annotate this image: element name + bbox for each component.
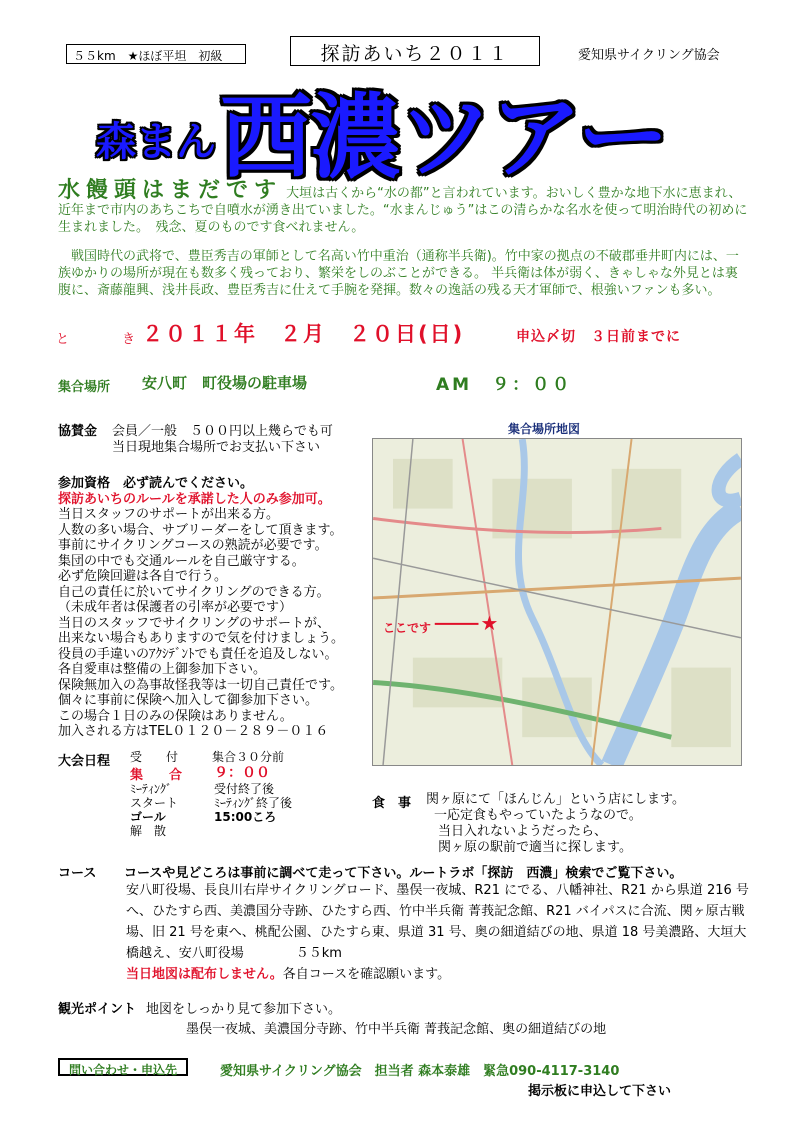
course-heading: コースや見どころは事前に調べて走って下さい。ルートラボ「探訪 西濃」検索でご覧下さい。 xyxy=(124,866,683,881)
schedule-label: 大会日程 xyxy=(58,754,111,769)
qualification-line: 保険無加入の為事故怪我等は一切自己責任です。 xyxy=(58,677,343,693)
schedule-time: ９：００ xyxy=(214,765,270,781)
meeting-place-label: 集合場所 xyxy=(58,380,111,395)
title-prefix: 森まん xyxy=(96,119,216,165)
fee-amount: 会員／一般 ５００円以上幾らでも可 xyxy=(112,424,333,439)
intro-paragraph xyxy=(58,178,748,236)
qualification-section xyxy=(58,476,368,740)
contact-details: 愛知県サイクリング協会 担当者 森本泰雄 緊急090-4117-3140 xyxy=(220,1064,620,1079)
qualification-line: 集団の中でも交通ルールを自己厳守する。 xyxy=(58,553,305,569)
qualification-line: 役員の手違いのｱｸｼﾃﾞﾝﾄでも責任を追及しない。 xyxy=(58,646,338,662)
schedule-step: ゴール xyxy=(130,810,166,824)
schedule-step: 受 付 xyxy=(130,750,179,764)
sightseeing-note: 地図をしっかり見て参加下さい。 xyxy=(146,1002,342,1017)
schedule-time: ﾐｰﾃｨﾝｸﾞ終了後 xyxy=(214,796,293,810)
distance-level-tag: ５５km ★ほぼ平坦 初級 xyxy=(66,44,246,64)
sightseeing-spots: 墨俣一夜城、美濃国分寺跡、竹中半兵衛 菁莪記念館、奥の細道結びの地 xyxy=(186,1022,607,1037)
page-title: 西濃ツアー xyxy=(220,84,668,191)
organizer-name: 愛知県サイクリング協会 xyxy=(578,48,720,63)
map-title: 集合場所地図 xyxy=(508,422,581,436)
meal-label: 食 事 xyxy=(372,796,412,811)
qualification-line: 当日スタッフのサポートが出来る方。 xyxy=(58,507,280,522)
qualification-line: 当日のスタッフでサイクリングのサポートが、 xyxy=(58,615,330,631)
qualification-line: この場合１日のみの保険はありません。 xyxy=(58,708,293,724)
history-paragraph: 戦国時代の武将で、豊臣秀吉の軍師として名高い竹中重治（通称半兵衛)。竹中家の拠点の不破郡垂井町内には、一族ゆかりの場所が現在も数多く残っており、繁栄をしのぶことができる。 半兵衛は体が弱く、きゃしゃな外見とは裏腹に、斎藤龍興、浅井長政、豊臣秀吉に仕えて手腕を発揮。数々の逸話の残る天才軍師で、根強いファンも多い。 xyxy=(58,249,739,298)
meeting-place: 安八町 町役場の駐車場 xyxy=(142,374,308,392)
qualification-line: 個々に事前に保険へ加入して御参加下さい。 xyxy=(58,693,319,708)
intro-text: 大垣は古くから“水の都”と言われています。おいしく豊かな地下水に恵まれ、近年まで市内のあちこちで自噴水が湧き出ていました。“水まんじゅう”はこの清らかな名水を使って明治時代の初めに生まれました。 残念、夏のものです食べれません。 xyxy=(58,186,748,235)
date-label: と き xyxy=(56,332,156,347)
map-here-label: ここです xyxy=(383,621,432,635)
fee-label: 協賛金 xyxy=(58,424,98,439)
intro-headline: 水饅頭はまだです xyxy=(58,178,283,203)
qualification-line: 加入される方はTEL０１２０－２８９－０１６ xyxy=(58,724,329,739)
schedule-step: 集 合 xyxy=(130,768,183,783)
qualification-line: 出来ない場合もありますので気を付けましょう。 xyxy=(58,631,345,646)
registration-deadline: 申込〆切 ３日前までに xyxy=(516,329,681,345)
qualification-line: 人数の多い場合、サブリーダーをして頂きます。 xyxy=(58,522,343,538)
contact-label: 問い合わせ・申込先 xyxy=(58,1058,188,1076)
meal-line: 当日入れないようだったら、 xyxy=(438,824,608,839)
contact-note: 掲示板に申込して下さい xyxy=(528,1084,672,1099)
meal-line: 関ヶ原にて「ほんじん」という店にします。 xyxy=(426,792,685,807)
qualification-line: （未成年者は保護者の引率が必要です） xyxy=(58,600,293,615)
qualification-emphasis: 探訪あいちのルールを承諾した人のみ参加可。 xyxy=(58,491,331,507)
course-description xyxy=(126,880,750,985)
schedule-time: 15:00ころ xyxy=(214,810,277,824)
qualification-line: 事前にサイクリングコースの熟読が必要です。 xyxy=(58,538,328,553)
meeting-place-map xyxy=(372,438,742,766)
schedule-step: 解 散 xyxy=(130,824,167,838)
course-route: 安八町役場、長良川右岸サイクリングロード、墨俣一夜城、R21 にでる、八幡神社、R21 から県道 216 号へ、ひたすら西、美濃国分寺跡、ひたすら西、竹中半兵衛 菁莪記念館、R21 バイパスに合流、関ヶ原古戦場、旧 21 号を東へ、桃配公園、ひたすら東、県道 31 号、奥の細道結びの地、県道 18 号美濃路、大垣大橋越え、安八町役場 ５５km xyxy=(126,883,749,961)
meeting-time: AM ９：００ xyxy=(436,375,573,395)
series-title: 探訪あいち２０１１ xyxy=(290,36,540,66)
map-image xyxy=(373,439,741,765)
qualification-line: 自己の責任に於いてサイクリングのできる方。 xyxy=(58,584,330,600)
sightseeing-label: 観光ポイント xyxy=(58,1002,137,1017)
schedule-time: 集合３０分前 xyxy=(212,750,285,764)
course-map-note: 当日地図は配布しません。 xyxy=(126,967,283,982)
course-check-note: 各自コースを確認願います。 xyxy=(282,967,451,982)
schedule-time: 受付終了後 xyxy=(214,782,275,796)
course-label: コース xyxy=(58,866,97,881)
svg-text:★: ★ xyxy=(480,611,499,635)
meal-line: 関ヶ原の駅前で適当に探します。 xyxy=(438,840,632,855)
meal-info xyxy=(426,792,685,856)
qualification-line: 必ず危険回避は各自で行う。 xyxy=(58,569,228,584)
fee-payment-note: 当日現地集合場所でお支払い下さい xyxy=(112,440,321,455)
meal-line: 一応定食もやっていたようなので。 xyxy=(434,808,642,823)
schedule-step: ﾐｰﾃｨﾝｸﾞ xyxy=(130,782,173,796)
schedule-step: スタート xyxy=(130,796,179,810)
event-date: ２０１１年 ２月 ２０日(日) xyxy=(142,322,465,346)
qualification-heading: 参加資格 必ず読んでください。 xyxy=(58,476,254,491)
qualification-line: 各自愛車は整備の上御参加下さい。 xyxy=(58,662,267,677)
